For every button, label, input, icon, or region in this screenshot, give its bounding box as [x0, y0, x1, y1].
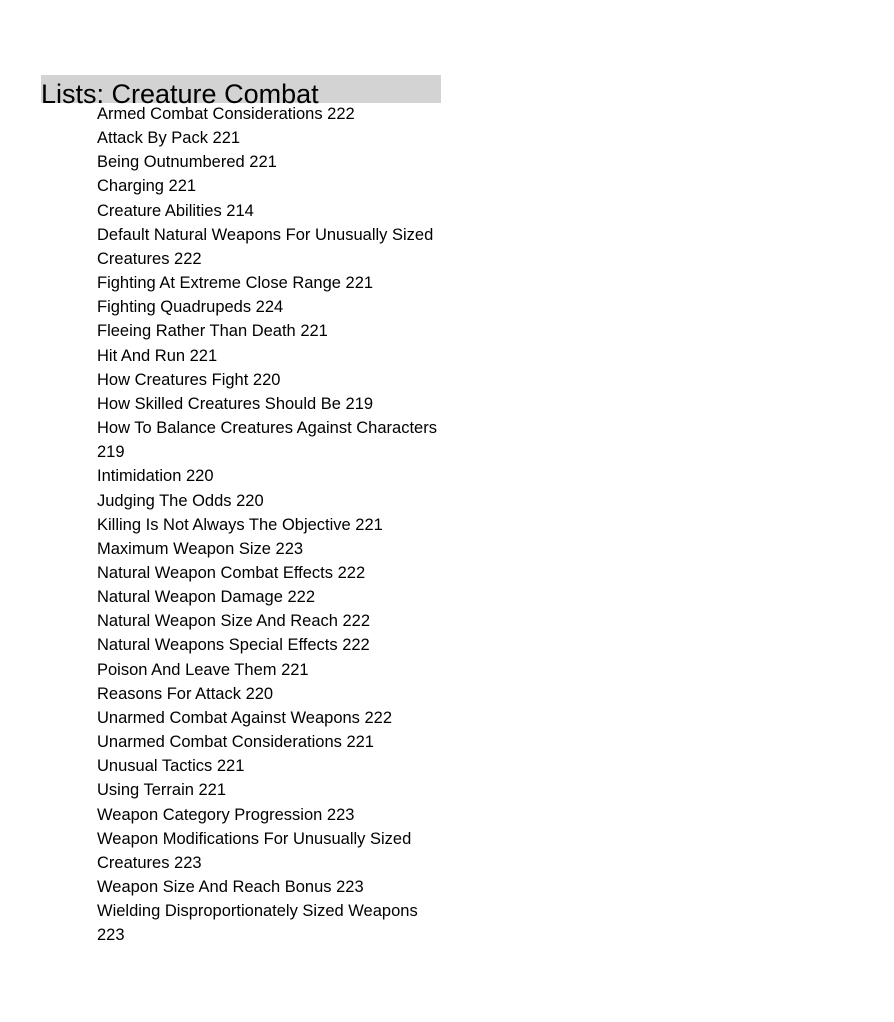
list-item: Natural Weapon Combat Effects 222	[97, 563, 366, 582]
list-item: Hit And Run 221	[97, 346, 218, 365]
list-item: Weapon Modifications For Unusually Sized Creatures 223	[97, 829, 412, 872]
list-item: Natural Weapon Damage 222	[97, 588, 315, 607]
list-item: Natural Weapon Size And Reach 222	[97, 612, 371, 631]
list-item: How To Balance Creatures Against Characters 219	[97, 419, 437, 462]
list-item: Maximum Weapon Size 223	[97, 539, 304, 558]
list-item: Unusual Tactics 221	[97, 757, 245, 776]
list-item: Weapon Size And Reach Bonus 223	[97, 878, 364, 896]
list-item: Attack By Pack 221	[97, 129, 241, 148]
list-item: Weapon Category Progression 223	[97, 805, 355, 824]
list-item: Charging 221	[97, 177, 197, 196]
list-item: Fighting At Extreme Close Range 221	[97, 274, 374, 293]
list-item: Using Terrain 221	[97, 781, 227, 800]
list-item: Unarmed Combat Considerations 221	[97, 733, 374, 752]
list-item: How Skilled Creatures Should Be 219	[97, 394, 374, 413]
list-item: How Creatures Fight 220	[97, 370, 281, 389]
list-item: Unarmed Combat Against Weapons 222	[97, 708, 393, 727]
list-item: Fleeing Rather Than Death 221	[97, 322, 328, 341]
list-item: Judging The Odds 220	[97, 491, 264, 510]
list-item: Killing Is Not Always The Objective 221	[97, 515, 383, 534]
list-item: Poison And Leave Them 221	[97, 660, 309, 679]
list-item: Reasons For Attack 220	[97, 684, 274, 703]
list-item: Fighting Quadrupeds 224	[97, 298, 284, 317]
index-entry-list	[97, 102, 442, 947]
list-item: Intimidation 220	[97, 467, 214, 486]
list-item: Wielding Disproportionately Sized Weapons 223	[97, 902, 418, 945]
list-item: Natural Weapons Special Effects 222	[97, 636, 370, 655]
page-title: Lists: Creature Combat	[41, 79, 319, 109]
list-item: Being Outnumbered 221	[97, 153, 277, 172]
list-item: Armed Combat Considerations 222	[97, 105, 355, 123]
list-item: Default Natural Weapons For Unusually Sized Creatures 222	[97, 225, 434, 268]
list-item: Creature Abilities 214	[97, 201, 254, 220]
